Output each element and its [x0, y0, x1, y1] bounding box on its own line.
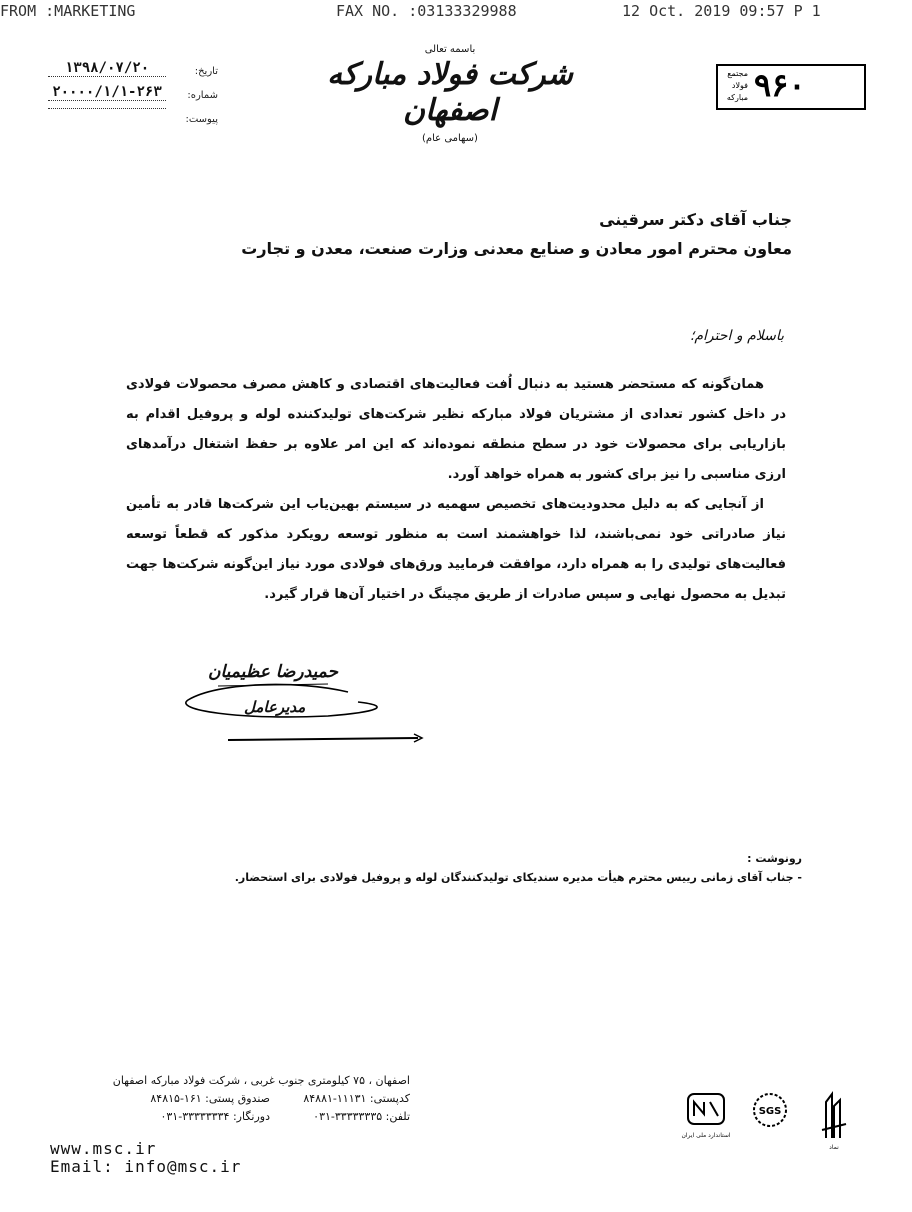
body-paragraph-1: همان‌گونه که مستحضر هستید به دنبال اُفت فعالیت‌های اقتصادی و کاهش مصرف محصولات فولادی در داخل کشور تعدادی از مشتریان فولاد مبارکه نظیر شرکت‌های تولیدکننده لوله و پروفیل اقدام به بازاریابی برای محصولات خود در سطح منطقه نموده‌اند که این امر علاوه بر حفظ اشتغال درآمدهای ارزی مناسبی را نیز برای کشور به همراه خواهد آورد.	[126, 377, 786, 482]
footer-website[interactable]: www.msc.ir	[50, 1139, 157, 1158]
date-value: ۱۳۹۸/۰۷/۲۰	[48, 60, 166, 77]
footer-web	[50, 1140, 241, 1176]
footer-postcode: کدپستی: ۱۱۱۳۱-۸۴۸۸۱	[303, 1092, 410, 1105]
logo-mark: ۹۶۰	[754, 66, 806, 104]
basmala: باسمه تعالی	[424, 44, 476, 55]
carbon-copy	[235, 852, 802, 884]
logo-caption-2: فولاد	[731, 81, 748, 90]
addressee-name: جناب آقای دکتر سرقینی	[599, 210, 792, 229]
attachment-value	[48, 108, 166, 109]
footer-row-postal	[50, 1092, 410, 1110]
letter-meta	[48, 60, 218, 132]
attachment-label: پیوست:	[185, 114, 218, 125]
footer-address	[50, 1074, 410, 1128]
letter-body	[126, 370, 786, 610]
sgs-mark: SGS	[758, 1106, 782, 1117]
cc-label: رونوشت :	[747, 852, 802, 865]
certification-logos	[680, 1090, 870, 1160]
fax-number: FAX NO. :03133329988	[336, 2, 517, 20]
footer-phone: تلفن: ۳۳۳۳۳۳۳۵-۰۳۱	[313, 1110, 410, 1123]
letterhead-brand	[300, 44, 600, 144]
signature-block	[178, 662, 428, 748]
signature-title: مدیرعامل	[244, 698, 306, 716]
meta-number-row	[48, 84, 218, 108]
number-label: شماره:	[187, 90, 218, 101]
company-name: شرکت فولاد مبارکه اصفهان	[327, 57, 573, 128]
cert-sgs	[744, 1090, 796, 1132]
meta-date-row	[48, 60, 218, 84]
company-logo	[716, 64, 866, 110]
footer-address-line: اصفهان ، ۷۵ کیلومتری جنوب غربی ، شرکت فولاد مبارکه اصفهان	[112, 1074, 410, 1087]
footer-row-address	[50, 1074, 410, 1092]
logo-caption-3: مبارکه	[726, 93, 748, 102]
footer-pobox: صندوق پستی: ۱۶۱-۸۴۸۱۵	[150, 1092, 270, 1105]
fax-header	[0, 2, 912, 24]
body-paragraph-2: از آنجایی که به دلیل محدودیت‌های تخصیص سهمیه در سیستم بهین‌یاب این شرکت‌ها قادر به تأمین نیاز صادراتی خود نمی‌باشند، لذا خواهشمند است به منظور توسعه رویکرد مذکور که قطعاً توسعه فعالیت‌های تولیدی را به همراه دارد، موافقت فرمایید ورق‌های فولادی مورد نیاز این‌گونه شرکت‌ها جهت تبدیل به محصول نهایی و سپس صادرات از طریق مچینگ در اختیار آن‌ها قرار گیرد.	[126, 497, 786, 602]
logo-caption-1: مجتمع	[727, 69, 748, 78]
salutation: باسلام و احترام؛	[689, 328, 784, 344]
footer-fax: دورنگار: ۳۳۳۳۳۳۳۴-۰۳۱	[160, 1110, 270, 1123]
cc-item: - جناب آقای زمانی رییس محترم هیأت مدیره سندیکای تولیدکنندگان لوله و پروفیل فولادی برای استحضار.	[234, 871, 802, 884]
date-label: تاریخ:	[194, 66, 218, 77]
fax-datetime: 12 Oct. 2019 09:57 P 1	[622, 2, 821, 20]
cert-3-caption: نماد	[829, 1144, 839, 1151]
addressee	[241, 210, 792, 268]
cert-1-caption: استاندارد ملی ایران	[681, 1132, 731, 1139]
company-type: (سهامی عام)	[422, 133, 478, 144]
number-value: ۲۰۰۰۰/۱/۱-۲۶۳	[48, 84, 166, 101]
sgs-icon	[748, 1090, 792, 1130]
footer-email[interactable]: Email: info@msc.ir	[50, 1157, 242, 1176]
iran-standard-icon	[684, 1090, 728, 1130]
addressee-title: معاون محترم امور معادن و صنایع معدنی وزارت صنعت، معدن و تجارت	[241, 239, 792, 258]
signature-name: حمیدرضا عظیمیان	[208, 662, 338, 682]
fax-from: FROM :MARKETING	[0, 2, 136, 20]
cert-iran-standard	[680, 1090, 732, 1139]
building-emblem-icon	[812, 1090, 856, 1142]
meta-attachment-row	[48, 108, 218, 132]
cert-namad	[808, 1090, 860, 1151]
footer-row-phone	[50, 1110, 410, 1128]
